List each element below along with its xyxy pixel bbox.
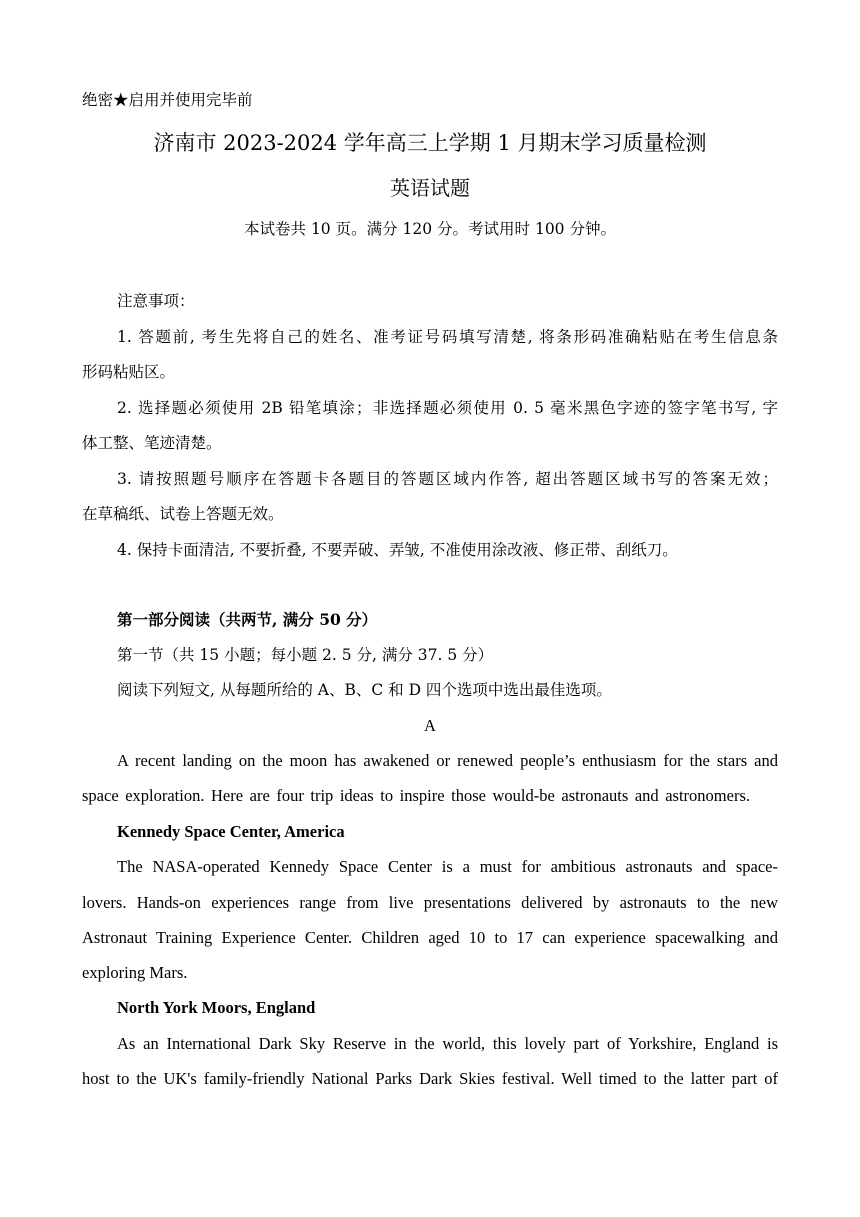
note-item-1: 1. 答题前, 考生先将自己的姓名、准考证号码填写清楚, 将条形码准确粘贴在考生信息条 [117,328,778,346]
note-item-2-cont: 体工整、笔迹清楚。 [82,434,222,452]
passage-p1-line-1: The NASA-operated Kennedy Space Center is a must for ambitious astronauts and space- [117,857,778,876]
exam-subject: 英语试题 [390,176,470,200]
note-item-3-cont: 在草稿纸、试卷上答题无效。 [82,505,284,523]
note-item-1-cont: 形码粘贴区。 [82,363,176,381]
exam-title: 济南市 2023-2024 学年高三上学期 1 月期末学习质量检测 [153,131,707,155]
section1-heading: 第一节（共 15 小题；每小题 2. 5 分, 满分 37. 5 分） [117,646,494,664]
passage-p1-line-4: exploring Mars. [82,963,188,982]
passage-intro-line-2: space exploration. Here are four trip ideas to inspire those would-be astronauts and astronomers. [82,786,750,805]
passage-heading-kennedy: Kennedy Space Center, America [117,822,345,841]
passage-p1-line-3: Astronaut Training Experience Center. Children aged 10 to 17 can experience spacewalking and [82,928,778,947]
passage-heading-york: North York Moors, England [117,998,316,1017]
exam-info: 本试卷共 10 页。满分 120 分。考试用时 100 分钟。 [244,220,616,238]
notes-heading: 注意事项： [117,292,195,310]
section1-instruction: 阅读下列短文, 从每题所给的 A、B、C 和 D 四个选项中选出最佳选项。 [117,681,612,699]
note-item-4: 4. 保持卡面清洁, 不要折叠, 不要弄破、弄皱, 不准使用涂改液、修正带、刮纸刀。 [117,541,678,559]
passage-intro-line-1: A recent landing on the moon has awakened or renewed people’s enthusiasm for the stars and [117,751,778,770]
confidential-mark: 绝密★启用并使用完毕前 [82,91,253,109]
passage-label: A [424,716,436,735]
part1-heading: 第一部分阅读（共两节, 满分 50 分） [117,610,378,629]
passage-p2-line-2: host to the UK's family-friendly National Parks Dark Skies festival. Well timed to the latter part of [82,1069,778,1088]
passage-p2-line-1: As an International Dark Sky Reserve in the world, this lovely part of Yorkshire, England is [117,1034,778,1053]
passage-p1-line-2: lovers. Hands-on experiences range from live presentations delivered by astronauts to the new [82,893,778,912]
note-item-3: 3. 请按照题号顺序在答题卡各题目的答题区域内作答, 超出答题区域书写的答案无效； [117,470,778,488]
note-item-2: 2. 选择题必须使用 2B 铅笔填涂；非选择题必须使用 0. 5 毫米黑色字迹的签字笔书写, 字 [117,399,778,417]
